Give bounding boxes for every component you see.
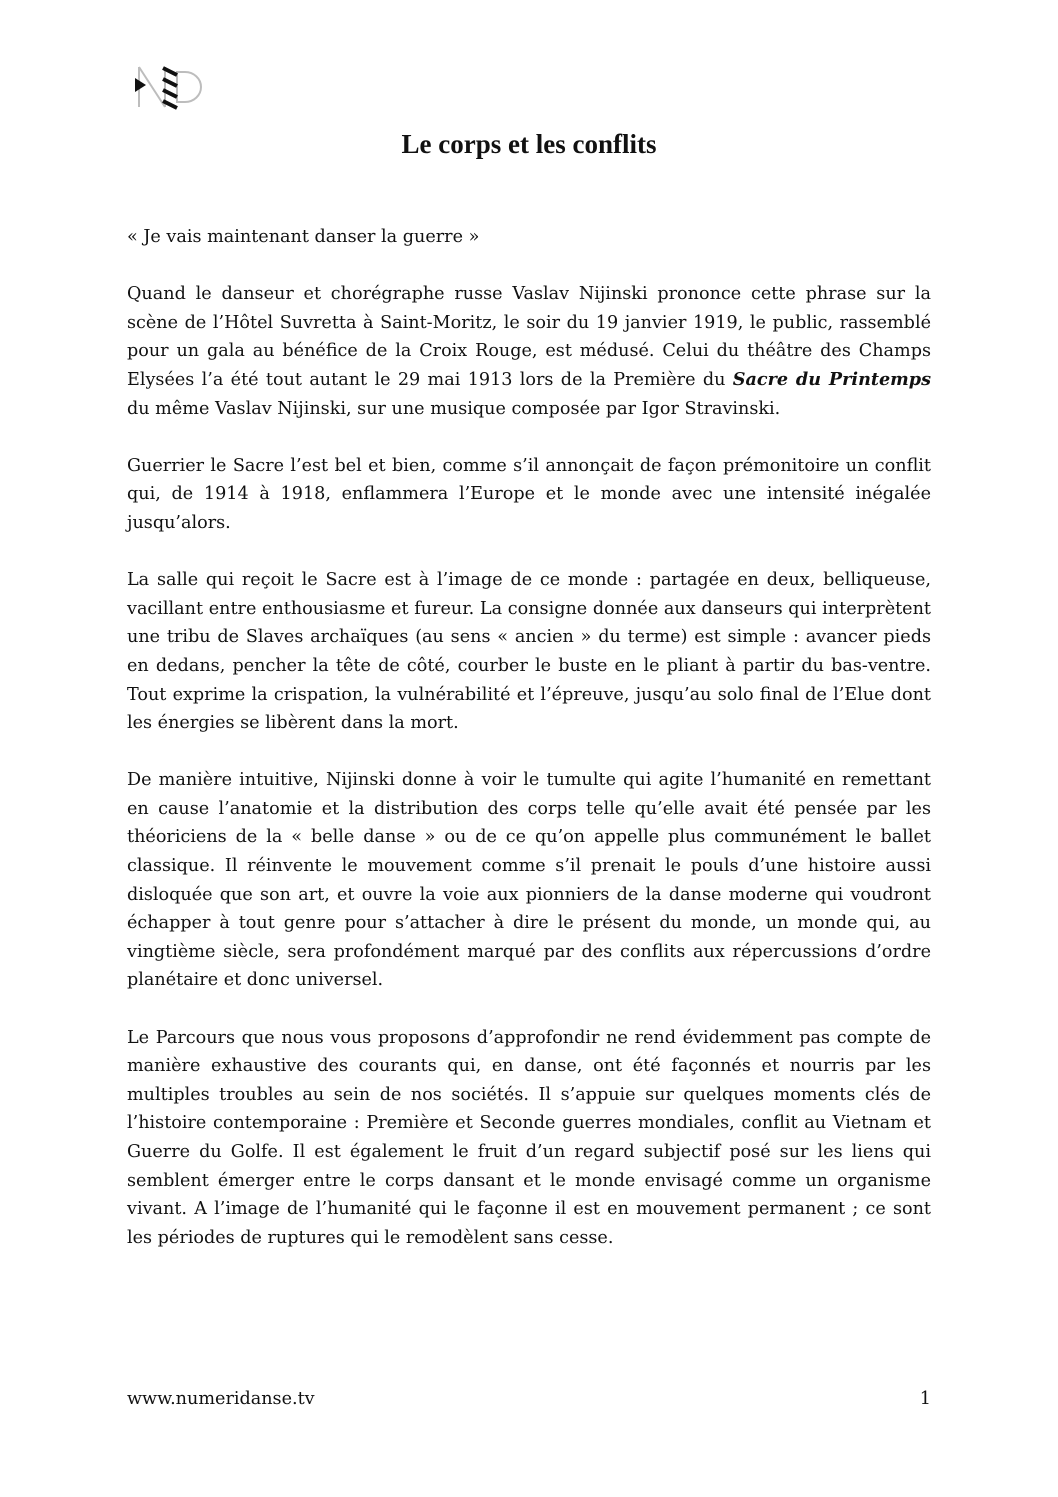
paragraph-5: Le Parcours que nous vous proposons d’approfondir ne rend évidemment pas compte de manière exhaustive des courants qui, en danse, ont été façonnés et nourris par les multiples troubles au sein de nos sociétés. Il s’appuie sur quelques moments clés de l’histoire contemporaine : Première et Seconde guerres mondiales, conflit au Vietnam et Guerre du Golfe. Il est également le fruit d’un regard subjectif posé sur les liens qui semblent émerger entre le corps dansant et le monde envisagé comme un organisme vivant. A l’image de l’humanité qui le façonne il est en mouvement permanent ; ce sont les périodes de ruptures qui le remodèlent sans cesse. [127,1027,931,1248]
numeridanse-logo-icon [133,64,205,110]
paragraph-2: Guerrier le Sacre l’est bel et bien, comme s’il annonçait de façon prémonitoire un conflit qui, de 1914 à 1918, enflammera l’Europe et le monde avec une intensité inégalée jusqu’alors. [127,455,931,533]
page-title: Le corps et les conflits [401,129,657,159]
page-number: 1 [919,1389,931,1409]
document-body [127,223,931,1281]
footer-website-link[interactable]: www.numeridanse.tv [127,1389,315,1409]
paragraph-3: La salle qui reçoit le Sacre est à l’image de ce monde : partagée en deux, belliqueuse, vacillant entre enthousiasme et fureur. La consigne donnée aux danseurs qui interprètent une tribu de Slaves archaïques (au sens « ancien » du terme) est simple : avancer pieds en dedans, pencher la tête de côté, courber le buste en le pliant à partir du bas-ventre. Tout exprime la crispation, la vulnérabilité et l’épreuve, jusqu’au solo final de l’Elue dont les énergies se libèrent dans la mort. [127,570,931,734]
work-title-sacre: Sacre du Printemps [732,368,932,390]
paragraph-1-text-end: du même Vaslav Nijinski, sur une musique composée par Igor Stravinski. [127,398,781,419]
paragraph-1-text-start: Quand le danseur et chorégraphe russe Vaslav Nijinski prononce cette phrase sur la scène de l’Hôtel Suvretta à Saint-Moritz, le soir du 19 janvier 1919, le public, rassemblé pour un gala au bénéfice de la Croix Rouge, est médusé. Celui du théâtre des Champs Elysées l’a été tout autant le 29 mai 1913 lors de la Première du [127,284,931,390]
paragraph-1 [127,280,931,423]
paragraph-4: De manière intuitive, Nijinski donne à voir le tumulte qui agite l’humanité en remettant en cause l’anatomie et la distribution des corps telle qu’elle avait été pensée par les théoriciens de la « belle danse » ou de ce qu’on appelle plus communément le ballet classique. Il réinvente le mouvement comme s’il prenait le pouls d’une histoire aussi disloquée que son art, et ouvre la voie aux pionniers de la danse moderne qui voudront échapper à tout genre pour s’attacher à dire le présent du monde, un monde qui, au vingtième siècle, sera profondément marqué par des conflits aux répercussions d’ordre planétaire et donc universel. [127,770,931,991]
epigraph-quote: « Je vais maintenant danser la guerre » [127,227,480,247]
